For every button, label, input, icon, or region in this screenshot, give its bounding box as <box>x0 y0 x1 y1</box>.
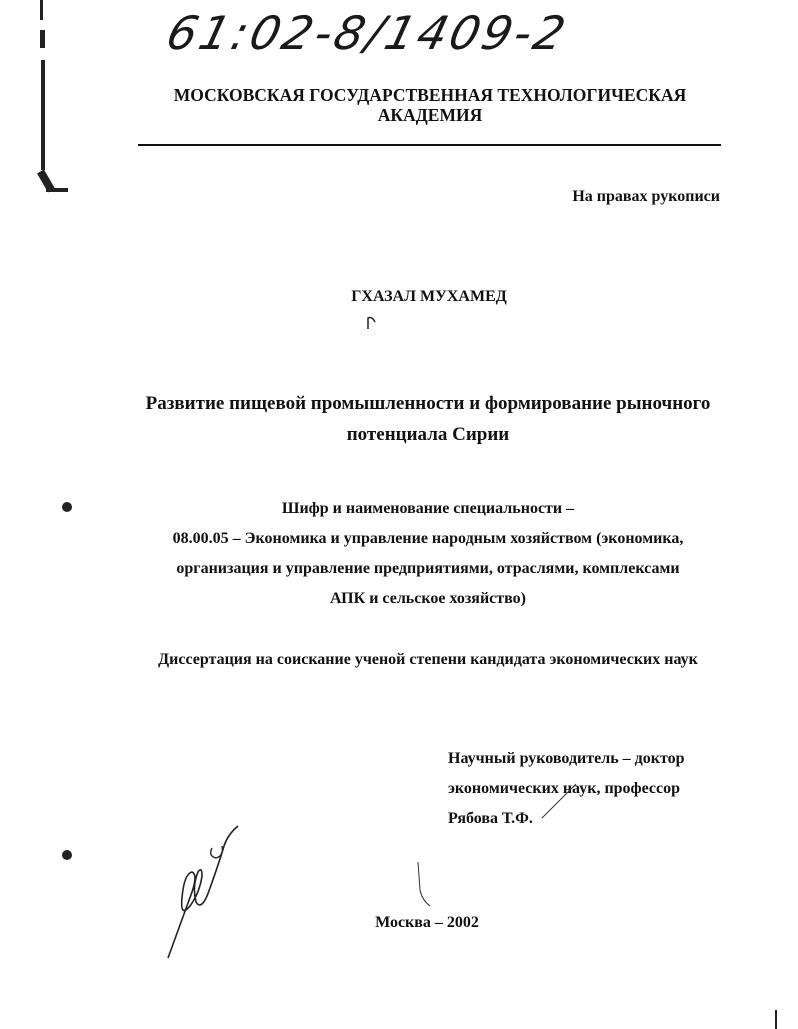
specialty-heading: Шифр и наименование специальности – <box>281 500 575 517</box>
organization-name: МОСКОВСКАЯ ГОСУДАРСТВЕННАЯ ТЕХНОЛОГИЧЕСКАЯ АКАДЕМИЯ <box>173 85 687 125</box>
handwritten-signature <box>162 822 262 962</box>
supervisor-line: Научный руководитель – доктор <box>448 750 685 767</box>
punch-hole-dot <box>62 850 72 860</box>
scan-margin-mark <box>40 0 43 20</box>
rights-note: На правах рукописи <box>572 188 720 205</box>
stray-mark <box>366 316 378 330</box>
author-name: ГХАЗАЛ МУХАМЕД <box>351 288 507 305</box>
specialty-line: АПК и сельское хозяйство) <box>330 590 526 607</box>
scan-margin-mark <box>46 188 68 192</box>
pen-stroke <box>414 860 434 910</box>
specialty-line: организация и управление предприятиями, отраслями, комплексами <box>176 560 680 577</box>
punch-hole-dot <box>62 502 72 512</box>
specialty-block <box>130 494 726 614</box>
scan-edge-mark <box>775 1010 777 1029</box>
header-rule <box>138 144 721 146</box>
specialty-line: 08.00.05 – Экономика и управление народным хозяйством (экономика, <box>172 530 684 547</box>
supervisor-line: экономических наук, профессор <box>448 780 681 797</box>
archive-code-handwritten: 61:02-8/1409-2 <box>161 6 574 60</box>
supervisor-name: Рябова Т.Ф. <box>448 810 533 827</box>
pen-stroke <box>540 780 580 820</box>
scan-margin-mark <box>40 30 45 48</box>
scan-margin-mark <box>41 60 45 170</box>
dissertation-title: Развитие пищевой промышленности и формирование рыночного потенциала Сирии <box>145 393 711 445</box>
city-year: Москва – 2002 <box>375 914 479 931</box>
thesis-statement: Диссертация на соискание ученой степени кандидата экономических наук <box>158 651 698 668</box>
